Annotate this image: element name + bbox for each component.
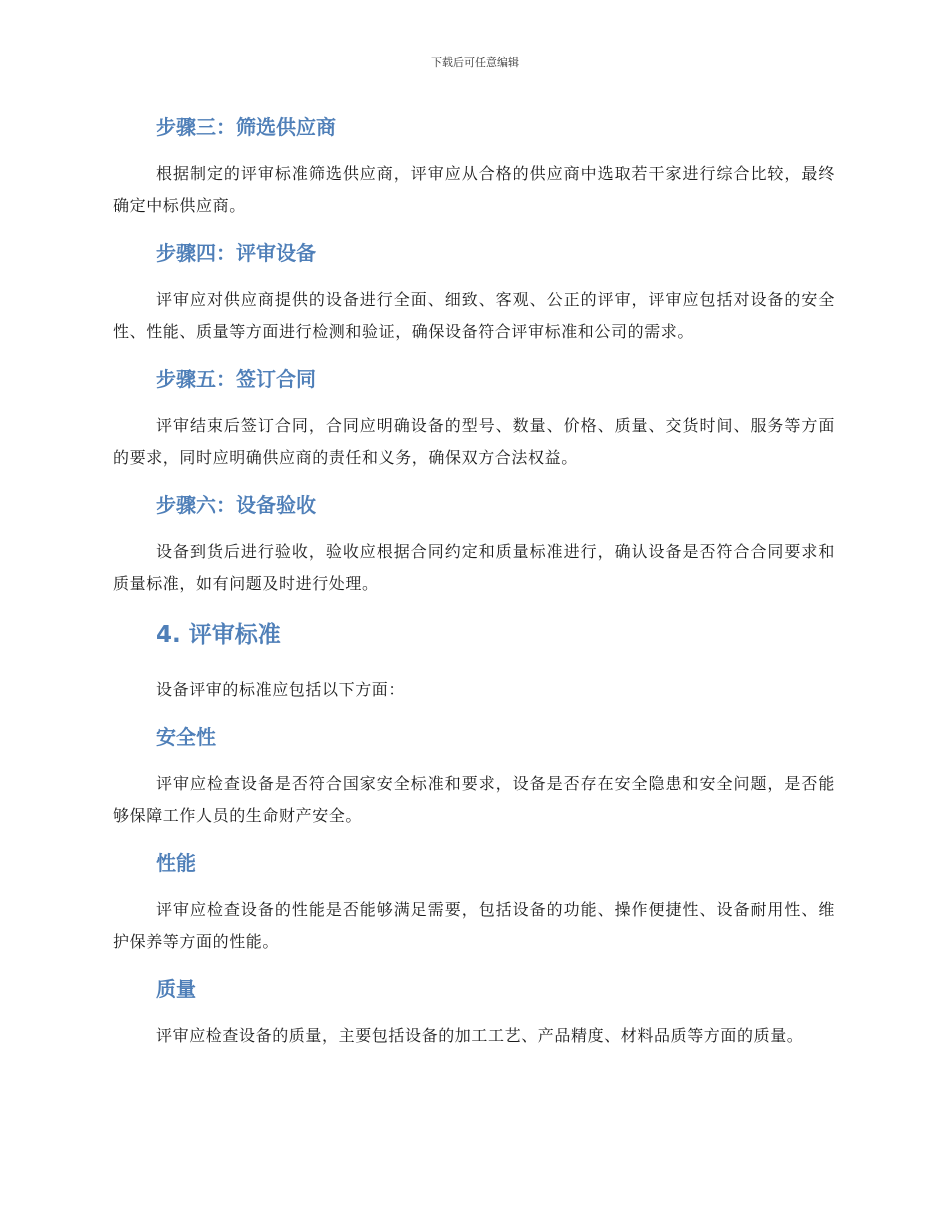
paragraph-step3: 根据制定的评审标准筛选供应商，评审应从合格的供应商中选取若干家进行综合比较，最终确定中标供应商。 (113, 164, 835, 215)
heading-step4: 步骤四：评审设备 (156, 241, 316, 265)
paragraph-step4: 评审应对供应商提供的设备进行全面、细致、客观、公正的评审，评审应包括对设备的安全性、性能、质量等方面进行检测和验证，确保设备符合评审标准和公司的需求。 (113, 290, 835, 341)
heading-step6: 步骤六：设备验收 (156, 493, 316, 517)
document-body (113, 108, 835, 1052)
paragraph-safety: 评审应检查设备是否符合国家安全标准和要求，设备是否存在安全隐患和安全问题，是否能够保障工作人员的生命财产安全。 (113, 774, 835, 825)
heading-quality: 质量 (156, 977, 196, 1001)
heading-safety: 安全性 (156, 725, 216, 749)
page-header: 下载后可任意编辑 (431, 56, 519, 69)
paragraph-step6: 设备到货后进行验收，验收应根据合同约定和质量标准进行，确认设备是否符合合同要求和质量标准，如有问题及时进行处理。 (113, 542, 835, 593)
heading-performance: 性能 (156, 851, 196, 875)
heading-criteria: 4. 评审标准 (156, 622, 281, 648)
paragraph-quality: 评审应检查设备的质量，主要包括设备的加工工艺、产品精度、材料品质等方面的质量。 (156, 1026, 804, 1045)
heading-step3: 步骤三：筛选供应商 (156, 115, 336, 139)
paragraph-criteria-intro: 设备评审的标准应包括以下方面： (156, 680, 406, 699)
paragraph-step5: 评审结束后签订合同，合同应明确设备的型号、数量、价格、质量、交货时间、服务等方面的要求，同时应明确供应商的责任和义务，确保双方合法权益。 (113, 416, 835, 467)
heading-step5: 步骤五：签订合同 (156, 367, 316, 391)
paragraph-performance: 评审应检查设备的性能是否能够满足需要，包括设备的功能、操作便捷性、设备耐用性、维护保养等方面的性能。 (113, 900, 835, 951)
